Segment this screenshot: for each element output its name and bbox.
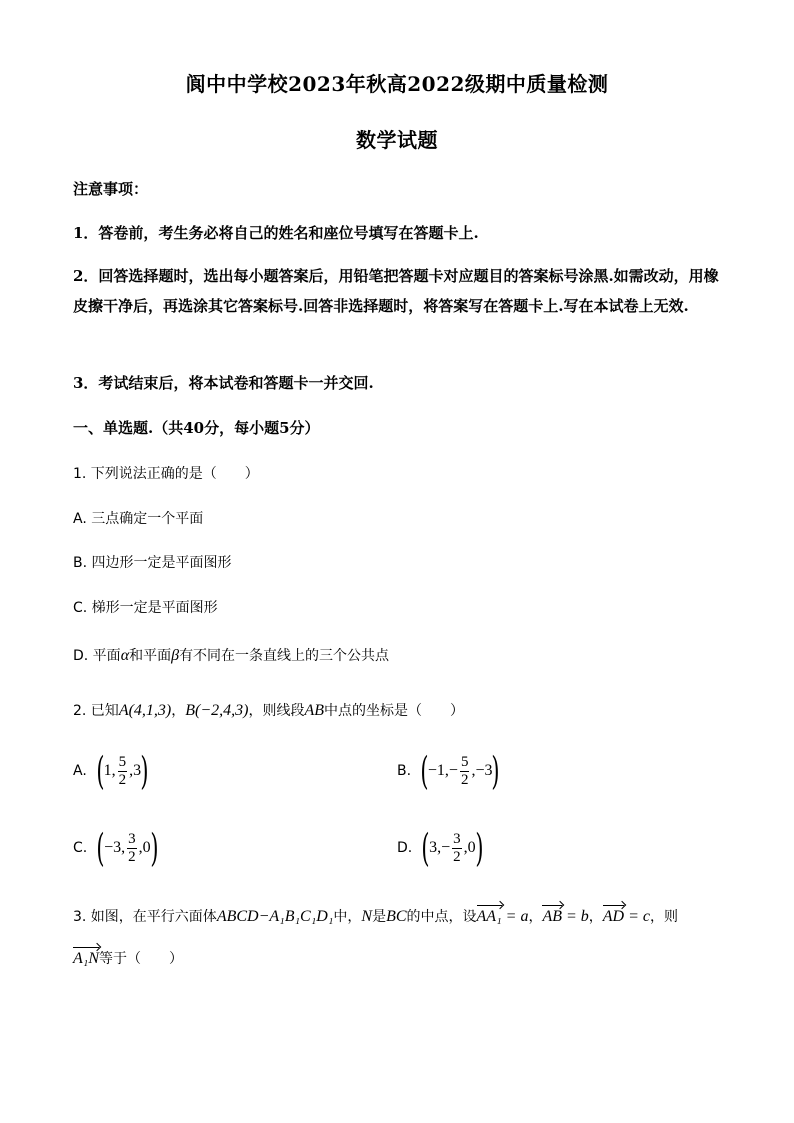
fraction-den: 2: [128, 848, 136, 865]
stem-mid: ，则线段: [248, 703, 305, 719]
segment-bc: BC: [386, 908, 407, 925]
question-2-option-a: A. ( 1, $\frac{5}{2}$ ,3 ): [73, 749, 149, 793]
question-2-stem: [73, 700, 464, 720]
question-1-option-c: C. 梯形一定是平面图形: [73, 600, 218, 616]
option-label: B.: [397, 763, 412, 779]
option-label: A.: [73, 763, 87, 779]
vector-eq: = b: [561, 908, 589, 925]
tuple-last: ,3: [129, 762, 142, 779]
tuple-first: −1,−: [427, 762, 458, 779]
question-1-option-a: A. 三点确定一个平面: [73, 511, 204, 527]
tuple-first: 3,−: [429, 839, 451, 856]
question-1-option-d: [73, 645, 389, 665]
question-1-stem: 1. 下列说法正确的是（ ）: [73, 466, 259, 482]
fraction-den: 2: [118, 771, 127, 788]
option-label: D.: [397, 840, 413, 856]
stem-prefix: 2. 已知: [73, 703, 119, 719]
fraction-num: 5: [118, 753, 127, 770]
fraction-num: 5: [460, 753, 469, 770]
question-2-option-c: C. ( −3, $\frac{3}{2}$ ,0 ): [73, 826, 159, 870]
tuple-last: ,0: [463, 839, 476, 856]
note-item: 3．考试结束后，将本试卷和答题卡一并交回.: [73, 374, 374, 392]
note-item: 1．答卷前，考生务必将自己的姓名和座位号填写在答题卡上.: [73, 224, 479, 242]
vector-ad: AD: [602, 908, 625, 925]
question-3-stem: 3. 如图，在平行六面体ABCD−A₁B₁C₁D₁中，N是BC的中点，设AA₁ = a，AB = b，AD = c，则: [73, 908, 679, 925]
option-d-mid: 和平面: [129, 648, 172, 664]
fraction: [452, 831, 462, 866]
point-n: N: [361, 908, 373, 925]
tuple-last: ,−3: [471, 762, 493, 779]
stem-prefix: 3. 如图，在平行六面体: [73, 909, 217, 925]
exam-title: 阆中中学校2023年秋高2022级期中质量检测: [185, 72, 609, 96]
tuple-last: ,0: [138, 839, 151, 856]
question-2-option-d: D. ( 3,− $\frac{3}{2}$ ,0 ): [397, 826, 484, 870]
vector-eq: = a: [501, 908, 529, 925]
tuple-first: −3,: [104, 839, 126, 856]
stem-text: 的中点，设: [406, 909, 477, 925]
vector-a1n: A₁N: [73, 950, 100, 967]
question-3-stem-line2: [73, 948, 183, 968]
point-a: A(4,1,3): [118, 702, 172, 719]
stem-text: ，则: [650, 909, 679, 925]
exam-subtitle: 数学试题: [356, 128, 438, 152]
vector-aa1: AA₁: [476, 908, 502, 925]
stem-suffix: 中点的坐标是（ ）: [324, 703, 465, 719]
solid-name: ABCD−A₁B₁C₁D₁: [216, 908, 334, 925]
tuple-first: 1,: [103, 762, 116, 779]
notes-heading: 注意事项：: [73, 180, 149, 198]
section-title: 一、单选题.（共40分，每小题5分）: [73, 419, 320, 437]
fraction: [118, 754, 128, 789]
question-2-option-b: B. ( −1,− $\frac{5}{2}$ ,−3 ): [397, 749, 500, 793]
fraction-den: 2: [460, 771, 469, 788]
separator: ，: [171, 703, 186, 719]
fraction: [460, 754, 470, 789]
stem-suffix: 等于（ ）: [99, 951, 184, 967]
note-item: 2．回答选择题时，选出每小题答案后，用铅笔把答题卡对应题目的答案标号涂黑.如需改动，用橡皮擦干净后，再选涂其它答案标号.回答非选择题时，将答案写在答题卡上.写在本试卷上无效.: [73, 267, 719, 315]
vector-ab: AB: [542, 908, 562, 925]
option-label: C.: [73, 840, 88, 856]
fraction-num: 3: [128, 830, 136, 847]
alpha-symbol: α: [120, 647, 130, 664]
stem-text: 中，: [333, 909, 362, 925]
beta-symbol: β: [171, 647, 180, 664]
stem-text: 是: [372, 909, 387, 925]
fraction: [127, 831, 137, 866]
vector-eq: = c: [624, 908, 651, 925]
segment-ab: AB: [304, 702, 325, 719]
fraction-num: 3: [453, 830, 461, 847]
option-d-suffix: 有不同在一条直线上的三个公共点: [179, 648, 390, 664]
fraction-den: 2: [453, 848, 461, 865]
point-b: B(−2,4,3): [185, 702, 249, 719]
option-d-prefix: D. 平面: [73, 648, 121, 664]
question-1-option-b: B. 四边形一定是平面图形: [73, 555, 232, 571]
